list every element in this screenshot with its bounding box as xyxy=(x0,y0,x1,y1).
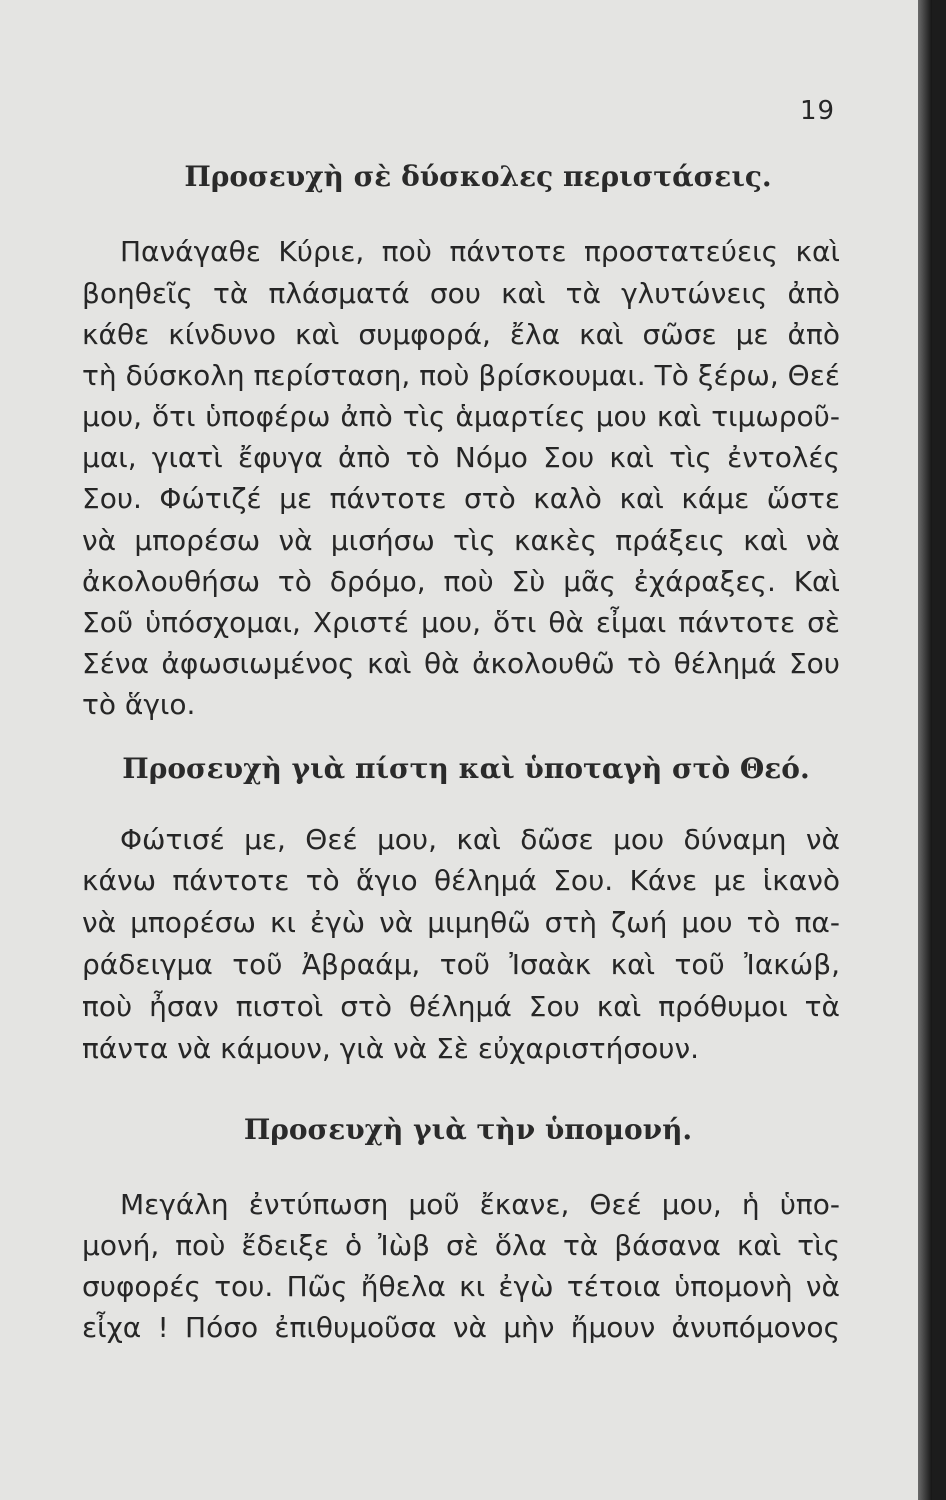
text-line: μου, ὅτι ὑποφέρω ἀπὸ τὶς ἁμαρτίες μου καὶ τιμωροῦ- xyxy=(82,400,840,433)
text-line: ποὺ ἦσαν πιστοὶ στὸ θέλημά Σου καὶ πρόθυμοι τὰ xyxy=(82,990,840,1023)
section-heading-patience: Προσευχὴ γιὰ τὴν ὑπομονή. xyxy=(243,1113,693,1146)
text-line: νὰ μπορέσω νὰ μισήσω τὶς κακὲς πράξεις καὶ νὰ xyxy=(82,524,840,557)
text-line: πάντα νὰ κάμουν, γιὰ νὰ Σὲ εὐχαριστήσουν. xyxy=(82,1032,700,1065)
text-line: Σοῦ ὑπόσχομαι, Χριστέ μου, ὅτι θὰ εἶμαι πάντοτε σὲ xyxy=(82,606,840,639)
section-heading-difficult-circumstances: Προσευχὴ σὲ δύσκολες περιστάσεις. xyxy=(184,160,772,193)
text-line: βοηθεῖς τὰ πλάσματά σου καὶ τὰ γλυτώνεις ἀπὸ xyxy=(82,277,840,310)
text-line: εἶχα ! Πόσο ἐπιθυμοῦσα νὰ μὴν ἤμουν ἀνυπόμονος xyxy=(82,1311,840,1344)
page-edge-shadow xyxy=(918,0,932,1500)
text-line: συφορές του. Πῶς ἤθελα κι ἐγὼ τέτοια ὑπομονὴ νὰ xyxy=(82,1270,840,1303)
page-number: 19 xyxy=(800,96,836,126)
text-line: Πανάγαθε Κύριε, ποὺ πάντοτε προστατεύεις καὶ xyxy=(120,235,840,268)
text-line: κάθε κίνδυνο καὶ συμφορά, ἔλα καὶ σῶσε με ἀπὸ xyxy=(82,318,840,351)
text-line: νὰ μπορέσω κι ἐγὼ νὰ μιμηθῶ στὴ ζωή μου τὸ πα- xyxy=(82,906,840,939)
text-line: τὸ ἅγιο. xyxy=(82,688,196,721)
text-line: μονή, ποὺ ἔδειξε ὁ Ἰὼβ σὲ ὅλα τὰ βάσανα καὶ τὶς xyxy=(82,1229,840,1262)
text-line: κάνω πάντοτε τὸ ἅγιο θέλημά Σου. Κάνε με ἱκανὸ xyxy=(82,864,840,897)
text-line: Σου. Φώτιζέ με πάντοτε στὸ καλὸ καὶ κάμε ὥστε xyxy=(82,482,840,515)
section-heading-faith-and-submission: Προσευχὴ γιὰ πίστη καὶ ὑποταγὴ στὸ Θεό. xyxy=(122,752,810,785)
text-line: ἀκολουθήσω τὸ δρόμο, ποὺ Σὺ μᾶς ἐχάραξες. Καὶ xyxy=(82,565,840,598)
text-line: μαι, γιατὶ ἔφυγα ἀπὸ τὸ Νόμο Σου καὶ τὶς ἐντολές xyxy=(82,441,840,474)
text-line: Φώτισέ με, Θεέ μου, καὶ δῶσε μου δύναμη νὰ xyxy=(120,823,840,856)
text-line: ράδειγμα τοῦ Ἀβραάμ, τοῦ Ἰσαὰκ καὶ τοῦ Ἰακώβ, xyxy=(82,948,840,981)
text-line: Μεγάλη ἐντύπωση μοῦ ἔκανε, Θεέ μου, ἡ ὑπο- xyxy=(120,1188,840,1221)
text-line: τὴ δύσκολη περίσταση, ποὺ βρίσκουμαι. Τὸ ξέρω, Θεέ xyxy=(82,359,840,392)
text-line: Σένα ἀφωσιωμένος καὶ θὰ ἀκολουθῶ τὸ θέλημά Σου xyxy=(82,647,840,680)
